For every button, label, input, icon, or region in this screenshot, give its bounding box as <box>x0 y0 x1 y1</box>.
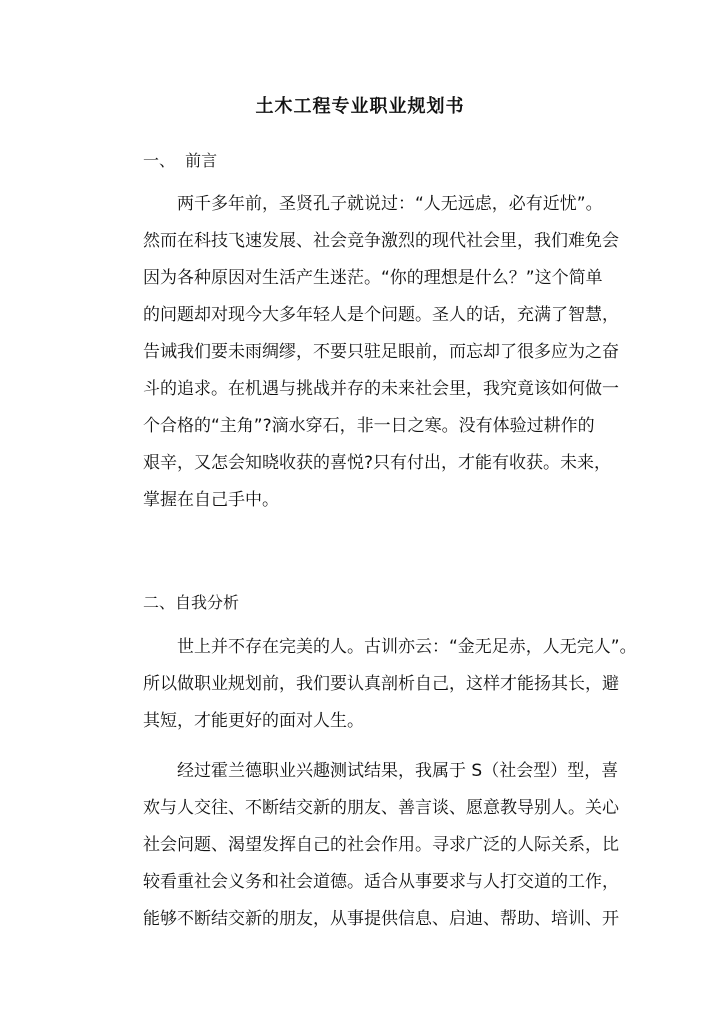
paragraph-line: 斗的追求。在机遇与挑战并存的未来社会里，我究竟该如何做一 <box>143 379 619 399</box>
paragraph-line: 然而在科技飞速发展、社会竞争激烈的现代社会里，我们难免会 <box>143 231 619 251</box>
document-title: 土木工程专业职业规划书 <box>255 96 465 117</box>
paragraph-line: 告诫我们要未雨绸缪，不要只驻足眼前，而忘却了很多应为之奋 <box>143 342 619 362</box>
paragraph-line: 两千多年前，圣贤孔子就说过：“人无远虑，必有近忧”。 <box>177 194 603 214</box>
self-analysis-paragraph-2 <box>143 753 623 938</box>
paragraph-line: 社会问题、渴望发挥自己的社会作用。寻求广泛的人际关系，比 <box>143 835 619 855</box>
paragraph-line: 世上并不存在完美的人。古训亦云：“金无足赤，人无完人”。 <box>177 637 637 657</box>
paragraph-line: 较看重社会义务和社会道德。适合从事要求与人打交道的工作， <box>143 872 619 892</box>
preface-paragraph <box>143 186 623 519</box>
paragraph-line: 经过霍兰德职业兴趣测试结果，我属于 S（社会型）型，喜 <box>177 761 619 781</box>
paragraph-line: 艰辛，又怎会知晓收获的喜悦?只有付出，才能有收获。未来， <box>143 453 612 473</box>
section-heading-preface: 一、 前言 <box>143 151 218 170</box>
paragraph-line: 掌握在自己手中。 <box>143 490 279 510</box>
section-heading-self-analysis: 二、自我分析 <box>143 593 240 612</box>
paragraph-line: 的问题却对现今大多年轻人是个问题。圣人的话，充满了智慧， <box>143 305 619 325</box>
self-analysis-paragraph-1 <box>143 629 637 740</box>
paragraph-line: 因为各种原因对生活产生迷茫。“你的理想是什么？”这个简单 <box>143 268 603 288</box>
paragraph-line: 欢与人交往、不断结交新的朋友、善言谈、愿意教导别人。关心 <box>143 798 619 818</box>
paragraph-line: 个合格的“主角”?滴水穿石，非一日之寒。没有体验过耕作的 <box>143 416 595 436</box>
paragraph-line: 能够不断结交新的朋友，从事提供信息、启迪、帮助、培训、开 <box>143 909 619 929</box>
paragraph-line: 其短，才能更好的面对人生。 <box>143 711 364 731</box>
paragraph-line: 所以做职业规划前，我们要认真剖析自己，这样才能扬其长，避 <box>143 674 619 694</box>
